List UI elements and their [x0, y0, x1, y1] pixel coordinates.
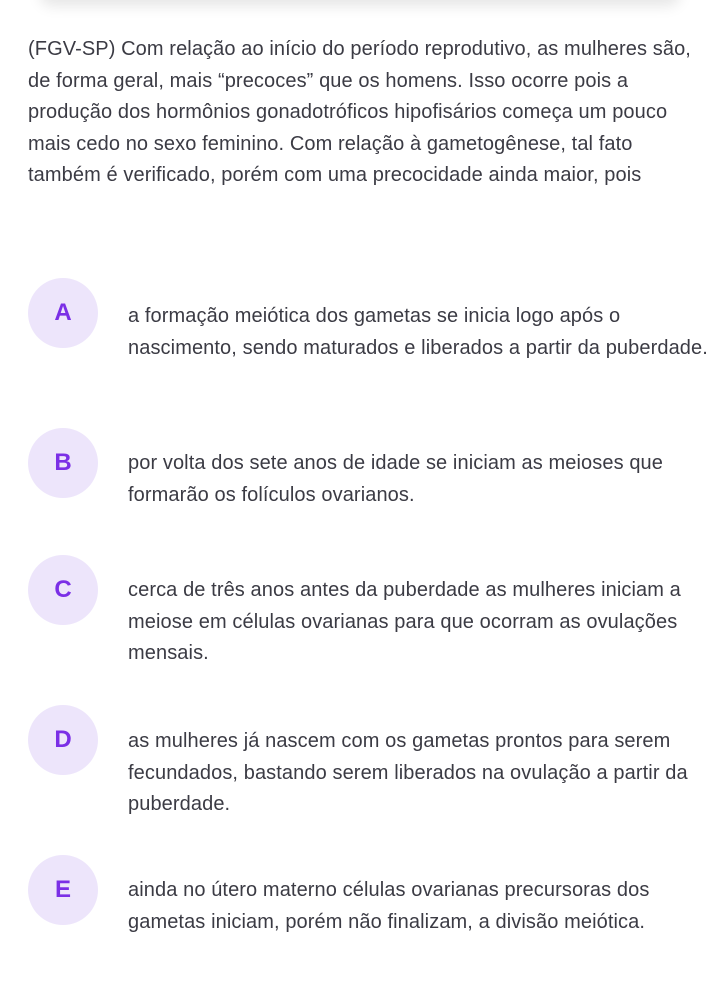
option-b-text[interactable]: por volta dos sete anos de idade se iniciam as meioses que formarão os folículos ovarianos.	[128, 452, 663, 506]
option-a[interactable]	[28, 278, 708, 388]
question-text: (FGV-SP) Com relação ao início do período reprodutivo, as mulheres são, de forma geral, mais “precoces” que os homens. Isso ocorre pois a produção dos hormônios gonadotróficos hipofisários começa um pouco mais cedo no sexo feminino. Com relação à gametogênese, tal fato também é verificado, porém com uma precocidade ainda maior, pois	[28, 38, 691, 186]
option-d-text[interactable]: as mulheres já nascem com os gametas prontos para serem fecundados, bastando serem liberados na ovulação a partir da puberdade.	[128, 730, 688, 815]
option-c-badge[interactable]: C	[28, 555, 98, 625]
option-c[interactable]	[28, 555, 708, 665]
option-e-badge[interactable]: E	[28, 855, 98, 925]
option-b[interactable]	[28, 428, 708, 538]
option-c-text[interactable]: cerca de três anos antes da puberdade as mulheres iniciam a meiose em células ovarianas para que ocorram as ovulações mensais.	[128, 579, 681, 664]
option-e[interactable]	[28, 855, 708, 965]
option-d-badge[interactable]: D	[28, 705, 98, 775]
option-b-badge[interactable]: B	[28, 428, 98, 498]
option-a-badge[interactable]: A	[28, 278, 98, 348]
option-e-text[interactable]: ainda no útero materno células ovarianas precursoras dos gametas iniciam, porém não finalizam, a divisão meiótica.	[128, 879, 650, 933]
option-a-text[interactable]: a formação meiótica dos gametas se inicia logo após o nascimento, sendo maturados e liberados a partir da puberdade.	[128, 305, 708, 359]
option-d[interactable]	[28, 705, 708, 815]
